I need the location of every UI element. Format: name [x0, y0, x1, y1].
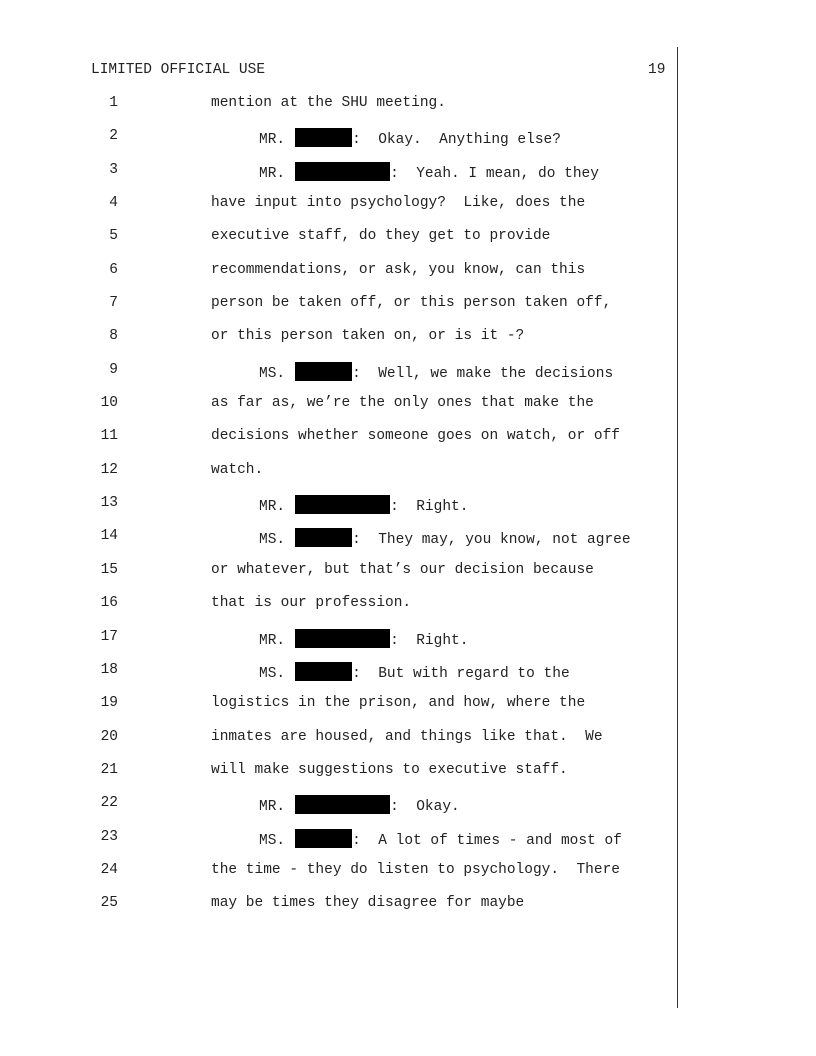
transcript-line — [0, 895, 816, 928]
transcript-line — [0, 428, 816, 461]
line-text — [211, 428, 620, 444]
transcript-line — [0, 162, 816, 195]
transcript-line — [0, 128, 816, 161]
page-number: 19 — [648, 62, 666, 78]
line-number: 19 — [100, 695, 118, 712]
redaction-box — [295, 829, 352, 848]
speaker-label: MR. — [259, 165, 286, 182]
transcript-line — [0, 762, 816, 795]
line-number: 16 — [100, 595, 118, 612]
line-number: 1 — [109, 95, 118, 111]
line-content: mention at the SHU meeting. — [211, 95, 446, 111]
line-number: 23 — [100, 828, 118, 845]
line-content: have input into psychology? Like, does the — [211, 195, 586, 212]
redaction-box — [295, 495, 390, 514]
line-number: 5 — [109, 228, 118, 245]
line-number: 20 — [100, 728, 118, 745]
transcript-line — [0, 695, 816, 728]
redaction-box — [295, 795, 390, 814]
speaker-label: MR. — [259, 799, 286, 816]
line-text — [211, 262, 585, 278]
line-text — [211, 562, 594, 578]
line-text — [259, 662, 570, 682]
line-content: decisions whether someone goes on watch, or off — [211, 428, 620, 445]
line-content: recommendations, or ask, you know, can this — [211, 261, 586, 278]
line-text — [259, 495, 468, 515]
line-text — [211, 462, 263, 478]
line-content: : Right. — [390, 632, 469, 649]
transcript-line — [0, 729, 816, 762]
line-content: : Yeah. I mean, do they — [390, 165, 599, 182]
redaction-box — [295, 629, 390, 648]
line-number: 14 — [100, 528, 118, 545]
line-text — [211, 729, 603, 745]
line-text — [259, 829, 622, 849]
line-content: may be times they disagree for maybe — [211, 895, 525, 912]
transcript-line — [0, 528, 816, 561]
line-text — [211, 228, 550, 244]
line-number: 11 — [100, 428, 118, 445]
transcript-line — [0, 629, 816, 662]
line-text — [259, 162, 599, 182]
line-content: as far as, we’re the only ones that make the — [211, 395, 594, 412]
line-content: executive staff, do they get to provide — [211, 228, 551, 245]
transcript-line — [0, 395, 816, 428]
line-content: inmates are housed, and things like that. We — [211, 728, 603, 745]
transcript-body — [0, 95, 816, 929]
transcript-line — [0, 195, 816, 228]
line-content: : But with regard to the — [352, 665, 570, 682]
line-text — [211, 195, 585, 211]
line-number: 22 — [100, 795, 118, 812]
line-content: that is our profession. — [211, 595, 412, 612]
line-text — [211, 395, 594, 411]
line-text — [211, 895, 524, 911]
redaction-box — [295, 162, 390, 181]
transcript-line — [0, 328, 816, 361]
transcript-line — [0, 829, 816, 862]
speaker-label: MR. — [259, 632, 286, 649]
line-text — [259, 528, 631, 548]
line-number: 9 — [109, 361, 118, 378]
line-number: 21 — [100, 761, 118, 778]
speaker-label: MS. — [259, 832, 286, 849]
line-number: 4 — [109, 195, 118, 212]
transcript-line — [0, 362, 816, 395]
speaker-label: MS. — [259, 665, 286, 682]
line-text — [211, 295, 611, 311]
classification-header: LIMITED OFFICIAL USE — [91, 62, 266, 78]
transcript-line — [0, 95, 816, 128]
line-text — [259, 795, 460, 815]
transcript-line — [0, 495, 816, 528]
redaction-box — [295, 128, 352, 147]
line-number: 15 — [100, 561, 118, 578]
line-number: 17 — [100, 628, 118, 645]
line-content: or this person taken on, or is it -? — [211, 328, 525, 345]
transcript-line — [0, 228, 816, 261]
redaction-box — [295, 528, 352, 547]
line-content: or whatever, but that’s our decision because — [211, 561, 594, 578]
line-content: watch. — [211, 461, 264, 478]
speaker-label: MS. — [259, 532, 286, 549]
line-content: will make suggestions to executive staff. — [211, 761, 568, 778]
speaker-label: MR. — [259, 132, 286, 149]
line-number: 24 — [100, 861, 118, 878]
line-number: 7 — [109, 295, 118, 312]
line-content: person be taken off, or this person taken off, — [211, 295, 612, 312]
transcript-line — [0, 462, 816, 495]
line-text — [211, 862, 620, 878]
redaction-box — [295, 362, 352, 381]
line-number: 6 — [109, 261, 118, 278]
speaker-label: MS. — [259, 365, 286, 382]
line-text — [211, 762, 568, 778]
line-number: 13 — [100, 495, 118, 512]
line-text — [259, 128, 561, 148]
line-text — [211, 328, 524, 344]
line-content: logistics in the prison, and how, where the — [211, 695, 586, 712]
line-number: 10 — [100, 395, 118, 412]
line-content: : Right. — [390, 499, 469, 516]
line-text — [211, 695, 585, 711]
line-content: : Okay. — [390, 799, 460, 816]
line-text — [259, 362, 613, 382]
line-content: : Well, we make the decisions — [352, 365, 614, 382]
line-text — [211, 95, 446, 111]
line-number: 3 — [109, 161, 118, 178]
transcript-line — [0, 662, 816, 695]
redaction-box — [295, 662, 352, 681]
line-text — [259, 629, 468, 649]
line-content: : They may, you know, not agree — [352, 532, 631, 549]
transcript-line — [0, 862, 816, 895]
transcript-line — [0, 562, 816, 595]
line-number: 2 — [109, 128, 118, 145]
line-content: : A lot of times - and most of — [352, 832, 622, 849]
transcript-line — [0, 595, 816, 628]
line-number: 25 — [100, 895, 118, 912]
line-text — [211, 595, 411, 611]
line-number: 8 — [109, 328, 118, 345]
transcript-line — [0, 262, 816, 295]
line-content: the time - they do listen to psychology. There — [211, 861, 620, 878]
line-number: 18 — [100, 661, 118, 678]
speaker-label: MR. — [259, 499, 286, 516]
transcript-line — [0, 795, 816, 828]
transcript-line — [0, 295, 816, 328]
line-number: 12 — [100, 461, 118, 478]
line-content: : Okay. Anything else? — [352, 132, 561, 149]
